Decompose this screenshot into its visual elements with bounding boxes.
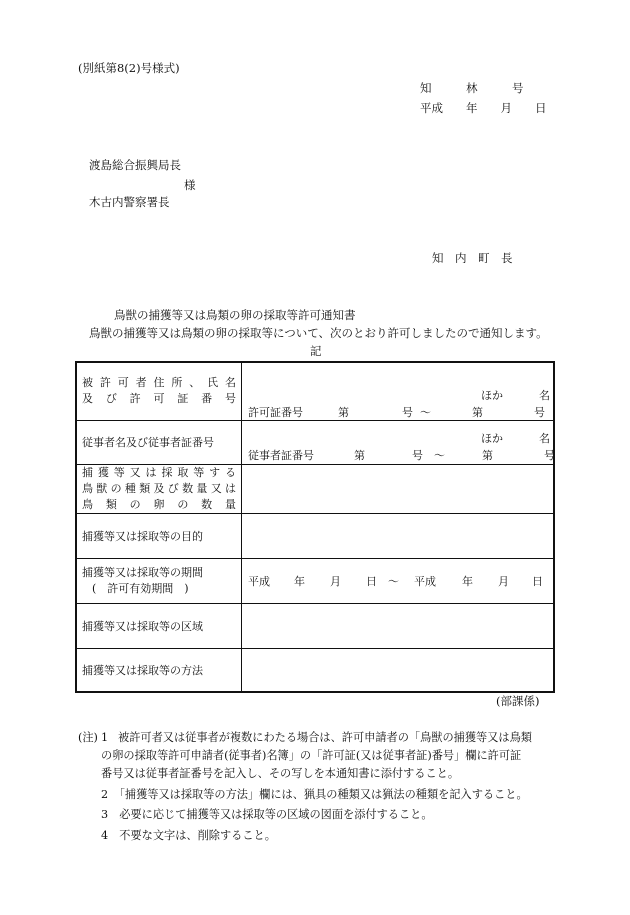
note-1-line3: 番号又は従事者証番号を記入し、その写しを本通知書に添付すること。 <box>101 767 460 780</box>
label-period: 捕獲等又は採取等の期間 ( 許可有効期間 ) <box>76 558 242 603</box>
note-1-line1: 被許可者又は従事者が複数にわたる場合は、許可申請者の「鳥獣の捕獲等又は鳥類 <box>118 731 532 744</box>
value-period[interactable]: 平成 年 月 日 ～ 平成 年 月 日 <box>242 558 555 603</box>
form-id: (別紙第8(2)号様式) <box>78 61 180 75</box>
label-method: 捕獲等又は採取等の方法 <box>76 648 242 692</box>
permit-table <box>75 361 555 693</box>
table-row <box>76 603 554 648</box>
note-2: 2 「捕獲等又は採取等の方法」欄には、猟具の種類又は猟法の種類を記入すること。 <box>101 788 528 801</box>
label-species: 捕獲等又は採取等する 鳥獣の種類及び数量又は 鳥類の卵の数量 <box>76 464 242 513</box>
value-method[interactable] <box>242 648 555 692</box>
note-4: 4 不要な文字は、削除すること。 <box>101 829 276 842</box>
label-purpose: 捕獲等又は採取等の目的 <box>76 513 242 558</box>
value-workers[interactable]: ほか 名 従事者証番号 第 号 ～ 第 号 <box>242 420 555 464</box>
recipient-1: 渡島総合振興局長 <box>89 158 181 172</box>
table-row <box>76 513 554 558</box>
label-permittee: 被許可者住所、氏名 及び許可証番号 <box>76 362 242 420</box>
label-area: 捕獲等又は採取等の区域 <box>76 603 242 648</box>
intro-text: 鳥獣の捕獲等又は鳥類の卵の採取等について、次のとおり許可しましたので通知します。 <box>89 326 548 340</box>
document-title: 鳥獣の捕獲等又は鳥類の卵の採取等許可通知書 <box>114 308 356 322</box>
value-permittee[interactable]: ほか 名 許可証番号 第 号 ～ 第 号 <box>242 362 555 420</box>
ki-marker: 記 <box>310 344 322 358</box>
table-row <box>76 558 554 603</box>
label-workers: 従事者名及び従事者証番号 <box>76 420 242 464</box>
table-row <box>76 464 554 513</box>
doc-number: 知 林 号 <box>420 81 524 95</box>
recipient-sama: 様 <box>184 178 196 192</box>
notes-prefix: (注) <box>78 731 98 744</box>
table-row <box>76 648 554 692</box>
recipient-2: 木古内警察署長 <box>89 195 170 209</box>
sender: 知 内 町 長 <box>432 251 513 265</box>
note-3: 3 必要に応じて捕獲等又は採取等の区域の図面を添付すること。 <box>101 808 433 821</box>
note-1-line2: の卵の採取等許可申請者(従事者)名簿」の「許可証(又は従事者証)番号」欄に許可証 <box>101 749 522 762</box>
value-area[interactable] <box>242 603 555 648</box>
issue-date: 平成 年 月 日 <box>420 101 547 115</box>
table-row <box>76 420 554 464</box>
table-row <box>76 362 554 420</box>
note-1-num: 1 <box>101 731 109 744</box>
value-species[interactable] <box>242 464 555 513</box>
department: (部課係) <box>496 694 540 708</box>
value-purpose[interactable] <box>242 513 555 558</box>
